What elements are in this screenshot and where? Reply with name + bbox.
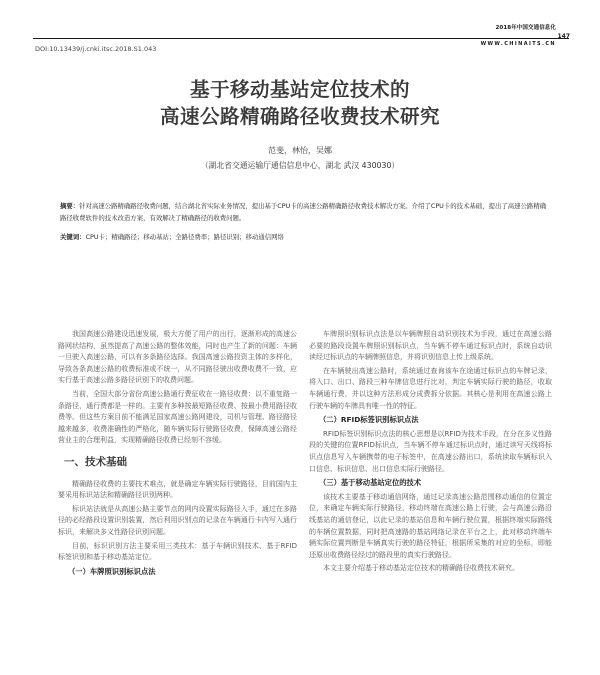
keywords — [60, 232, 550, 243]
scope-paragraph: 本文主要介绍基于移动基站定位技术的精确路径收费技术研究。 — [323, 564, 519, 573]
doi: DOI:10.13439/j.cnki.itsc.2018.S1.043 — [35, 45, 157, 53]
intro-paragraph-2: 当前，全国大部分省份高速公路通行费征收在一路径收费：以不重复路一条路径，通行费都是一样的。主要有多种按最短路径收费、按最小费用路径收费等。但这些方案目前不能满足国家高速公路网建设，司机与管理、路径路径越来越多，收费准确性的严格化，随车辆实际行驶路径收费，保障高速公路经营业主的合理利益，实现精确路径收费已经刻不容缓。 — [58, 389, 297, 445]
section-heading-tech-basis: 一、技术基础 — [64, 455, 127, 468]
intro-paragraph-1: 我国高速公路建设迅速发展，极大方便了用户的出行，逐渐形成的高速公路网状结构，虽然提高了高速公路的整体效能，同时也产生了新的问题：车辆一旦驶入高速公路，可以有多条路径选择。我国高速公路投资主体的多样化，导致各条高速公路的收费标准或不统一，从不同路径驶出收费收费不一致，应实行基于高速公路多路径识别下的收费问题。 — [58, 330, 297, 385]
page-number: 147 — [557, 33, 570, 40]
tech-paragraph-1: 精确路径收费的主要技术难点，就是确定车辆实际行驶路径，目前国内主要采用标识站法和精确路径识别两种。 — [58, 479, 297, 500]
authors: 范斐，林怡，吴娜 — [268, 146, 332, 155]
plate-paragraph-1: 车牌照识别标识点法是以车辆牌照自动识别技术为手段，通过在高速公路必要的路段设置车牌照识别标识点，当车辆不停车通过标识点时，系统自动识读经过标识点的车辆牌照信息，并将识别信息上传上级系统。 — [309, 330, 552, 362]
subheading-plate-recognition: （一）车牌照识别标识点法 — [68, 566, 156, 576]
affiliation: （湖北省交通运输厅通信信息中心，湖北 武汉 430030） — [200, 161, 400, 170]
tech-paragraph-3: 目前，标识识别方法主要采用三类技术：基于车辆识别技术、基于RFID标签识别和基于移动基站定位。 — [58, 541, 297, 562]
journal-website: WWW.CHINAITS.CN — [480, 41, 556, 47]
abstract-text: 针对高速公路精确路径收费问题，结合湖北省实际业务情况，提出基于CPU卡的高速公路精确路径收费技术解决方案。介绍了CPU卡的技术基础，提出了高速公路精确路径收费软件的技术改造方案，有效解决了精确路径的收费问题。 — [60, 202, 547, 222]
left-column — [58, 329, 297, 580]
subheading-rfid: （二）RFID标签识别标识点法 — [319, 415, 419, 425]
right-column — [309, 329, 552, 577]
abstract — [60, 201, 550, 224]
abstract-label: 摘要： — [60, 202, 80, 210]
plate-paragraph-2: 在车辆驶出高速公路时，系统通过查询该车在途通过标识点的车牌记录，将入口、出口、路段三种车牌信息进行比对，判定车辆实际行驶的路径，收取车辆通行费，并以这种方法形成分成费拆分依据。其核心是利用在高速公路上行驶车辆的车牌具有唯一性的特征。 — [309, 366, 552, 410]
paper-title-line-2: 高速公路精确路径收费技术研究 — [159, 105, 440, 128]
journal-name: 2018年中国交通信息化 — [495, 25, 556, 31]
subheading-base-station: （三）基于移动基站定位的技术 — [319, 478, 422, 488]
keywords-text: CPU卡；精确路径；移动基站；全路径费率；路径识别；移动通信网络 — [85, 233, 284, 241]
tech-paragraph-2: 标识站法就是从高速公路主要节点的网内设置实际路径入手，通过在多路径的必经路段设置识别装置，然后利用识别点的记录在车辆通行卡内写入通行标识，来解决多义性路径识别问题。 — [58, 504, 297, 536]
rfid-paragraph: RFID标签识别标识点法的核心思想是以RFID为技术手段，在分在多义性路段的关键的位置RFID标识点，当车辆不停车通过标识点时，通过读写天线将标识点信息写入车辆携带的电子标签中，在高速公路出口，系统读取车辆标识入口信息、标识信息、出口信息实际行驶路径。 — [309, 429, 552, 473]
header-rule — [33, 38, 569, 39]
paper-title-line-1: 基于移动基站定位技术的 — [189, 78, 410, 101]
keywords-label: 关键词： — [60, 233, 86, 241]
base-station-paragraph: 该技术主要基于移动通信网络，通过记录高速公路范围移动通信的位置定位，来确定车辆实际行驶路径，移动终端在高速公路上行驶，会与高速公路沿线基站的通信登记，以此记录的基站信息和车辆行驶位置，根据终端实际路线的车辆位置数据，同时把高速路的基站网络记录在平台之上，此对移动终端车辆实际位置判断是车辆真实行驶的路径特征，根据所采集的对应的坐标，即能还原出收费路径经过的路段里的真实行驶路径。 — [309, 492, 552, 559]
